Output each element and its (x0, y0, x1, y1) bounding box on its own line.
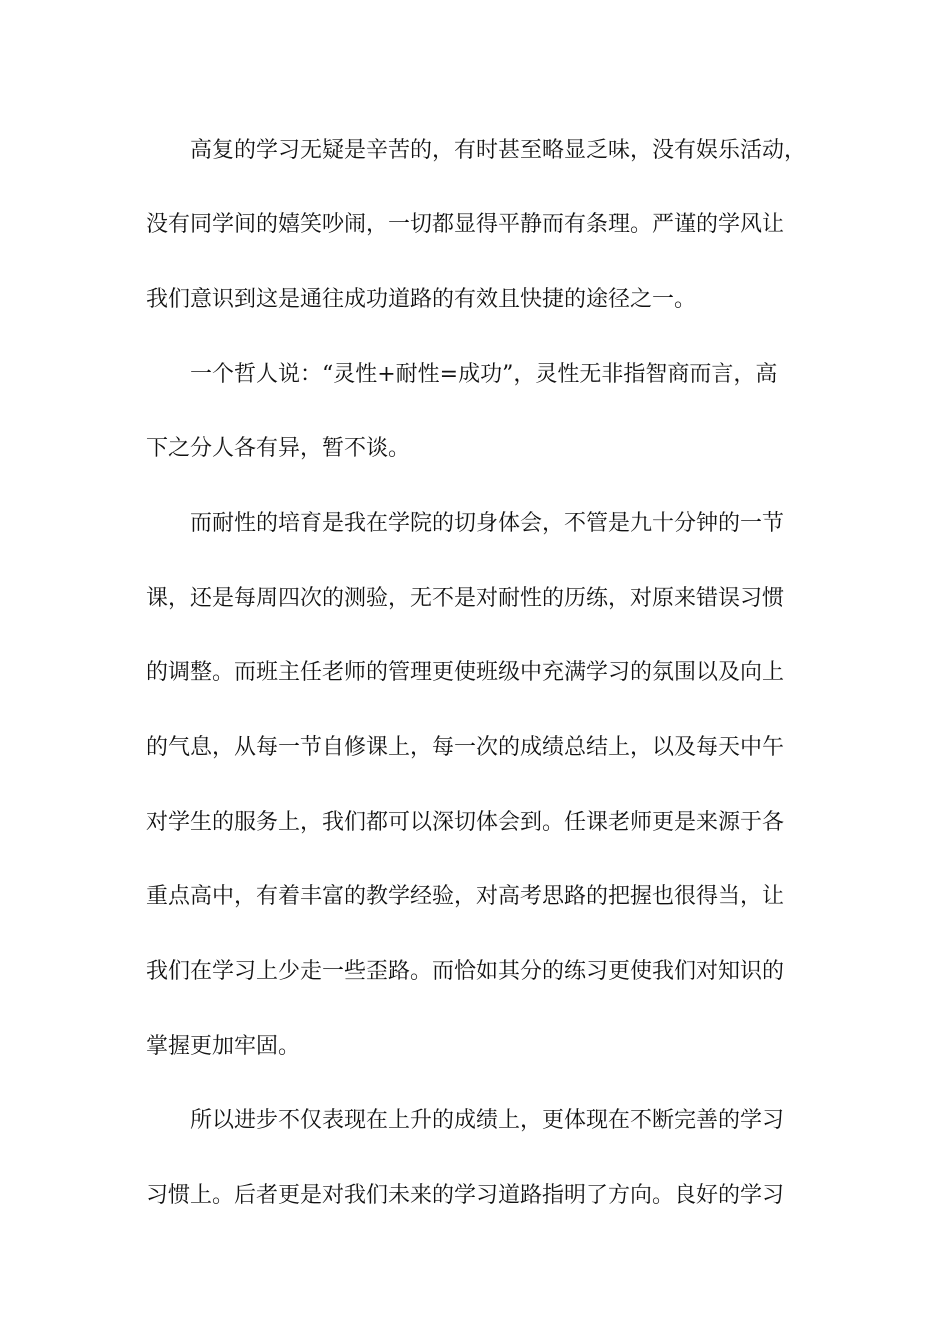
paragraph-1-line-3: 我们意识到这是通往成功道路的有效且快捷的途径之一。 (146, 287, 697, 312)
paragraph-3-line-6: 重点高中，有着丰富的教学经验，对高考思路的把握也很得当，让 (146, 884, 785, 909)
paragraph-1-line-2: 没有同学间的嬉笑吵闹，一切都显得平静而有条理。严谨的学风让 (146, 212, 785, 237)
paragraph-3-line-2: 课，还是每周四次的测验，无不是对耐性的历练，对原来错误习惯 (146, 586, 785, 611)
paragraph-3-line-8: 掌握更加牢固。 (146, 1034, 301, 1059)
paragraph-4-line-1: 所以进步不仅表现在上升的成绩上，更体现在不断完善的学习 (190, 1108, 785, 1133)
paragraph-1-line-1: 高复的学习无疑是辛苦的，有时甚至略显乏味，没有娱乐活动， (190, 138, 807, 163)
paragraph-3-line-3: 的调整。而班主任老师的管理更使班级中充满学习的氛围以及向上 (146, 660, 785, 685)
paragraph-4-line-2: 习惯上。后者更是对我们未来的学习道路指明了方向。良好的学习 (146, 1183, 785, 1208)
paragraph-3-line-7: 我们在学习上少走一些歪路。而恰如其分的练习更使我们对知识的 (146, 959, 785, 984)
paragraph-2-line-2: 下之分人各有异，暂不谈。 (146, 436, 411, 461)
paragraph-2-line-1: 一个哲人说：“灵性+耐性=成功”，灵性无非指智商而言，高 (190, 362, 778, 387)
paragraph-3-line-5: 对学生的服务上，我们都可以深切体会到。任课老师更是来源于各 (146, 810, 785, 835)
paragraph-3-line-1: 而耐性的培育是我在学院的切身体会，不管是九十分钟的一节 (190, 511, 785, 536)
paragraph-3-line-4: 的气息，从每一节自修课上，每一次的成绩总结上，以及每天中午 (146, 735, 785, 760)
